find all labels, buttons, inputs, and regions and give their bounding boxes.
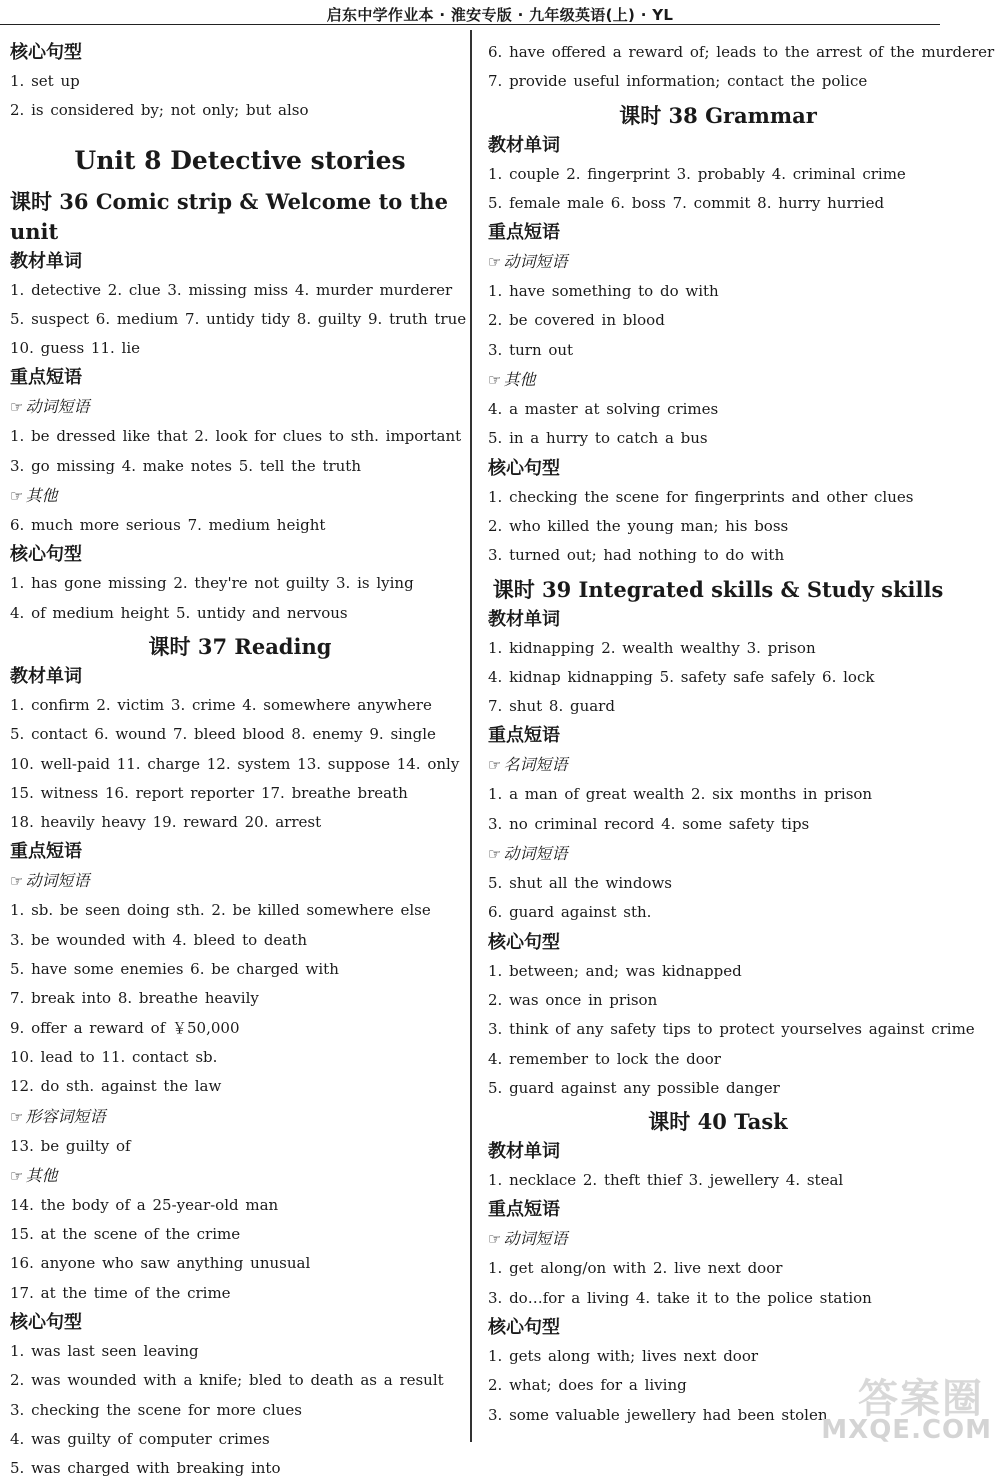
- pointing-hand-icon: ☞: [10, 872, 24, 891]
- lesson-title: 课时 36 Comic strip & Welcome to the unit: [10, 188, 448, 244]
- answer-line: 5. was charged with breaking into: [10, 1459, 281, 1478]
- answer-line: 5. suspect 6. medium 7. untidy tidy 8. guilty 9. truth true: [10, 309, 467, 328]
- subsection-label-text: 形容词短语: [25, 1106, 106, 1126]
- answer-line: 1. has gone missing 2. they're not guilty 3. is lying: [10, 574, 414, 593]
- subsection-label-text: 动词短语: [503, 1229, 568, 1249]
- column-divider: [470, 30, 472, 1442]
- subsection-label: [10, 481, 470, 511]
- answer-line: 2. be covered in blood: [488, 311, 665, 330]
- subsection-label: [488, 750, 948, 780]
- answer-line: 6. much more serious 7. medium height: [10, 516, 326, 535]
- answer-line: 3. no criminal record 4. some safety tips: [488, 814, 810, 833]
- subsection-label: [488, 1224, 948, 1254]
- answer-line: 15. at the scene of the crime: [10, 1225, 241, 1244]
- subsection-label-text: 动词短语: [503, 252, 568, 272]
- answer-line: 1. a man of great wealth 2. six months in prison: [488, 785, 873, 804]
- section-heading: 教材单词: [488, 134, 560, 156]
- answer-line: 3. turned out; had nothing to do with: [488, 546, 785, 565]
- subsection-label-text: 动词短语: [25, 871, 90, 891]
- lesson-title: 课时 39 Integrated skills & Study skills: [492, 576, 944, 602]
- answer-line: 5. guard against any possible danger: [488, 1078, 780, 1097]
- section-heading: 教材单词: [488, 608, 560, 630]
- answer-line: 5. female male 6. boss 7. commit 8. hurry hurried: [488, 193, 885, 212]
- section-heading: 重点短语: [488, 1199, 560, 1221]
- lesson-title: 课时 37 Reading: [148, 633, 332, 659]
- pointing-hand-icon: ☞: [488, 756, 502, 775]
- answer-line: 1. get along/on with 2. live next door: [488, 1259, 783, 1278]
- answer-line: 5. have some enemies 6. be charged with: [10, 960, 339, 979]
- answer-line: 7. break into 8. breathe heavily: [10, 989, 259, 1008]
- page-header: [0, 0, 1000, 26]
- answer-line: 2. is considered by; not only; but also: [10, 101, 309, 120]
- subsection-label: [488, 247, 948, 277]
- answer-line: 12. do sth. against the law: [10, 1077, 222, 1096]
- answer-line: 5. contact 6. wound 7. bleed blood 8. enemy 9. single: [10, 725, 436, 744]
- pointing-hand-icon: ☞: [10, 1107, 24, 1126]
- section-heading: 核心句型: [10, 544, 82, 566]
- answer-line: 4. kidnap kidnapping 5. safety safe safely 6. lock: [488, 667, 875, 686]
- section-heading: 重点短语: [10, 841, 82, 863]
- answer-line: 2. was once in prison: [488, 990, 658, 1009]
- subsection-label: [488, 365, 948, 395]
- section-heading: 核心句型: [10, 1312, 82, 1334]
- header-rule: [0, 24, 940, 25]
- answer-line: 3. think of any safety tips to protect yourselves against crime: [488, 1020, 975, 1039]
- answer-line: 1. detective 2. clue 3. missing miss 4. murder murderer: [10, 280, 453, 299]
- section-heading: 核心句型: [488, 931, 560, 953]
- pointing-hand-icon: ☞: [10, 487, 24, 506]
- answer-line: 4. a master at solving crimes: [488, 400, 719, 419]
- subsection-label: [10, 1161, 470, 1191]
- subsection-label: [10, 392, 470, 422]
- answer-line: 1. gets along with; lives next door: [488, 1347, 759, 1366]
- answer-line: 1. have something to do with: [488, 282, 719, 301]
- answer-line: 7. provide useful information; contact the police: [488, 72, 868, 91]
- answer-line: 2. who killed the young man; his boss: [488, 516, 789, 535]
- answer-line: 1. checking the scene for fingerprints and other clues: [488, 487, 914, 506]
- answer-line: 6. have offered a reward of; leads to the arrest of the murderer: [488, 43, 995, 61]
- answer-line: 15. witness 16. report reporter 17. breathe breath: [10, 783, 408, 802]
- subsection-label-text: 动词短语: [25, 397, 90, 417]
- answer-line: 1. necklace 2. theft thief 3. jewellery 4. steal: [488, 1171, 844, 1190]
- answer-line: 18. heavily heavy 19. reward 20. arrest: [10, 813, 322, 832]
- answer-line: 5. shut all the windows: [488, 874, 673, 893]
- unit-title: Unit 8 Detective stories: [74, 145, 406, 175]
- subsection-label: [10, 1102, 470, 1132]
- section-heading: 重点短语: [10, 367, 82, 389]
- answer-line: 10. lead to 11. contact sb.: [10, 1047, 218, 1066]
- subsection-label-text: 其他: [25, 486, 58, 506]
- pointing-hand-icon: ☞: [488, 253, 502, 272]
- section-heading: 核心句型: [10, 42, 82, 63]
- answer-line: 7. shut 8. guard: [488, 697, 615, 716]
- lesson-title: 课时 38 Grammar: [619, 102, 817, 128]
- watermark-url: MXQE.COM: [821, 1415, 992, 1445]
- answer-line: 10. guess 11. lie: [10, 339, 141, 358]
- section-heading: 重点短语: [488, 725, 560, 747]
- answer-line: 1. confirm 2. victim 3. crime 4. somewhere anywhere: [10, 695, 432, 714]
- answer-line: 2. was wounded with a knife; bled to death as a result: [10, 1371, 444, 1390]
- watermark: [817, 1367, 992, 1445]
- answer-line: 3. do…for a living 4. take it to the police station: [488, 1288, 872, 1307]
- answer-line: 4. was guilty of computer crimes: [10, 1429, 270, 1448]
- header-title: 启东中学作业本 · 淮安专版 · 九年级英语(上) · YL: [326, 6, 674, 24]
- answer-line: 4. of medium height 5. untidy and nervous: [10, 603, 348, 622]
- pointing-hand-icon: ☞: [488, 845, 502, 864]
- answer-line: 1. between; and; was kidnapped: [488, 961, 742, 980]
- answer-line: 16. anyone who saw anything unusual: [10, 1254, 311, 1273]
- subsection-label-text: 名词短语: [503, 755, 568, 775]
- left-column: [10, 38, 470, 1478]
- answer-line: 4. remember to lock the door: [488, 1049, 721, 1068]
- pointing-hand-icon: ☞: [10, 398, 24, 417]
- answer-line: 5. in a hurry to catch a bus: [488, 429, 708, 448]
- answer-line: 1. be dressed like that 2. look for clues to sth. important: [10, 427, 462, 446]
- subsection-label: [488, 839, 948, 869]
- subsection-label-text: 动词短语: [503, 844, 568, 864]
- section-heading: 教材单词: [488, 1141, 560, 1163]
- answer-line: 9. offer a reward of ￥50,000: [10, 1018, 240, 1037]
- answer-line: 1. couple 2. fingerprint 3. probably 4. criminal crime: [488, 164, 906, 183]
- section-heading: 核心句型: [488, 457, 560, 479]
- answer-line: 3. checking the scene for more clues: [10, 1400, 302, 1419]
- subsection-label: [10, 866, 470, 896]
- answer-line: 1. sb. be seen doing sth. 2. be killed somewhere else: [10, 901, 431, 920]
- answer-line: 13. be guilty of: [10, 1136, 131, 1155]
- section-heading: 重点短语: [488, 222, 560, 244]
- answer-line: 17. at the time of the crime: [10, 1283, 231, 1302]
- section-heading: 教材单词: [10, 250, 82, 272]
- pointing-hand-icon: ☞: [10, 1166, 24, 1185]
- subsection-label-text: 其他: [25, 1165, 58, 1185]
- answer-line: 1. kidnapping 2. wealth wealthy 3. prison: [488, 638, 816, 657]
- right-column: [488, 38, 995, 1443]
- answer-line: 6. guard against sth.: [488, 903, 652, 922]
- section-heading: 核心句型: [488, 1317, 560, 1339]
- answer-line: 2. what; does for a living: [488, 1376, 687, 1395]
- answer-line: 3. some valuable jewellery had been stolen: [488, 1405, 828, 1424]
- subsection-label-text: 其他: [503, 370, 536, 390]
- lesson-title: 课时 40 Task: [648, 1109, 788, 1135]
- answer-line: 1. was last seen leaving: [10, 1342, 199, 1361]
- answer-line: 3. go missing 4. make notes 5. tell the truth: [10, 456, 361, 475]
- answer-line: 10. well-paid 11. charge 12. system 13. suppose 14. only: [10, 754, 460, 773]
- watermark-logo-text: 答案圈: [858, 1376, 984, 1422]
- answer-line: 14. the body of a 25-year-old man: [10, 1195, 279, 1214]
- answer-line: 3. turn out: [488, 340, 574, 359]
- pointing-hand-icon: ☞: [488, 1230, 502, 1249]
- section-heading: 教材单词: [10, 665, 82, 687]
- answer-line: 1. set up: [10, 72, 80, 90]
- pointing-hand-icon: ☞: [488, 371, 502, 390]
- answer-line: 3. be wounded with 4. bleed to death: [10, 930, 308, 949]
